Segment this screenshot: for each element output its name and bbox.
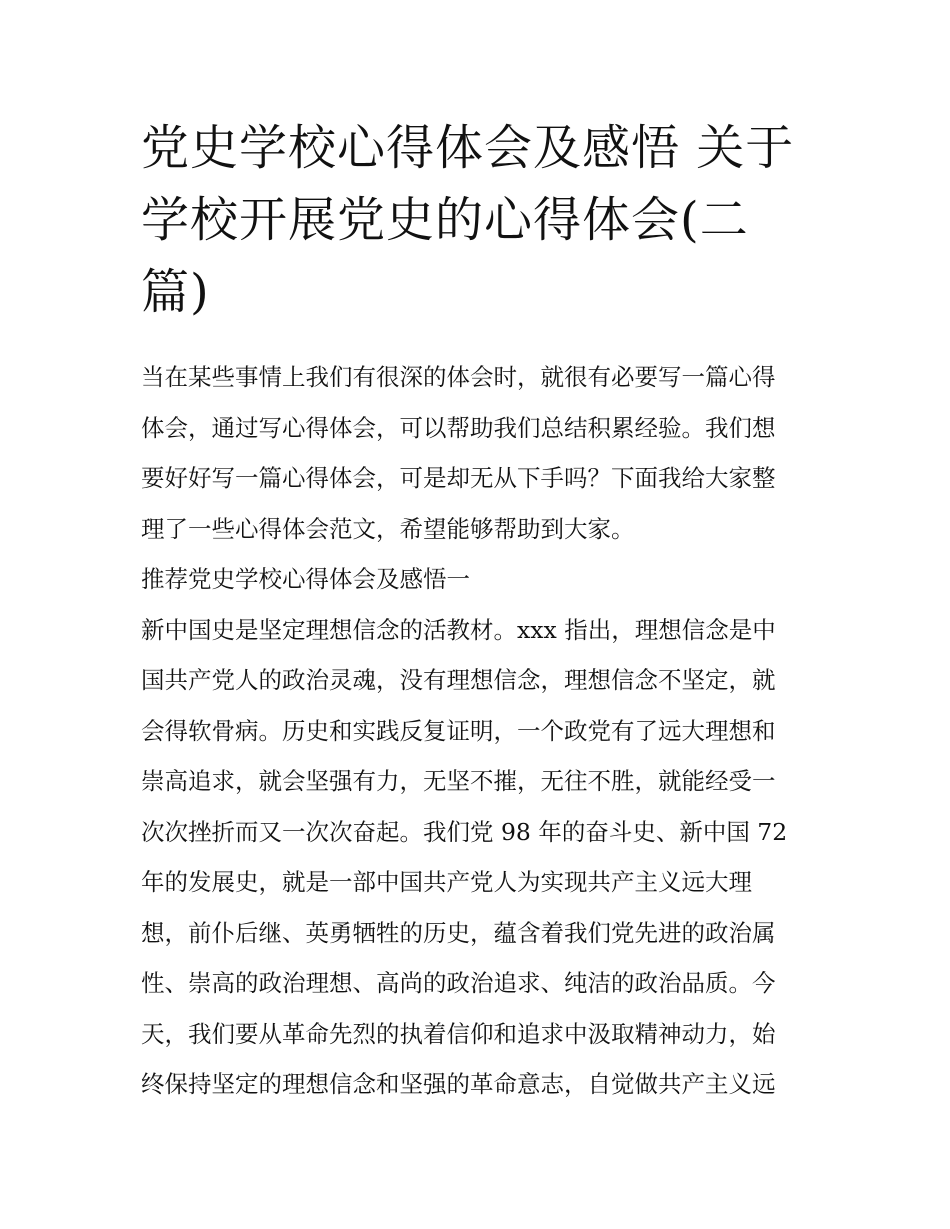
paragraph-line: 新中国史是坚定理想信念的活教材。xxx 指出，理想信念是中 bbox=[141, 615, 776, 644]
paragraph-line: 崇高追求，就会坚强有力，无坚不摧，无往不胜，就能经受一 bbox=[141, 767, 776, 795]
paragraph-line: 想，前仆后继、英勇牺牲的历史，蕴含着我们党先进的政治属 bbox=[141, 918, 776, 947]
document-title bbox=[141, 112, 821, 328]
paragraph-line: 次次挫折而又一次次奋起。我们党 98 年的奋斗史、新中国 72 bbox=[141, 817, 788, 846]
paragraph-line: 终保持坚定的理想信念和坚强的革命意志，自觉做共产主义远 bbox=[141, 1070, 776, 1098]
section-heading: 推荐党史学校心得体会及感悟一 bbox=[141, 565, 470, 593]
title-line: 篇) bbox=[141, 264, 210, 320]
paragraph-line: 年的发展史，就是一部中国共产党人为实现共产主义远大理 bbox=[141, 868, 752, 896]
title-line: 党史学校心得体会及感悟 关于 bbox=[141, 120, 795, 176]
intro-line: 体会，通过写心得体会，可以帮助我们总结积累经验。我们想 bbox=[141, 413, 776, 442]
paragraph-line: 会得软骨病。历史和实践反复证明，一个政党有了远大理想和 bbox=[141, 716, 776, 745]
paragraph-line: 性、崇高的政治理想、高尚的政治追求、纯洁的政治品质。今 bbox=[141, 969, 776, 997]
intro-line: 要好好写一篇心得体会，可是却无从下手吗？下面我给大家整 bbox=[141, 464, 776, 492]
document-body bbox=[141, 352, 821, 1110]
intro-line: 当在某些事情上我们有很深的体会时，就很有必要写一篇心得 bbox=[141, 363, 776, 391]
title-line: 学校开展党史的心得体会(二 bbox=[141, 192, 749, 248]
paragraph-line: 国共产党人的政治灵魂，没有理想信念，理想信念不坚定，就 bbox=[141, 666, 776, 694]
paragraph-line: 天，我们要从革命先烈的执着信仰和追求中汲取精神动力，始 bbox=[141, 1019, 776, 1048]
intro-line: 理了一些心得体会范文，希望能够帮助到大家。 bbox=[141, 514, 635, 543]
